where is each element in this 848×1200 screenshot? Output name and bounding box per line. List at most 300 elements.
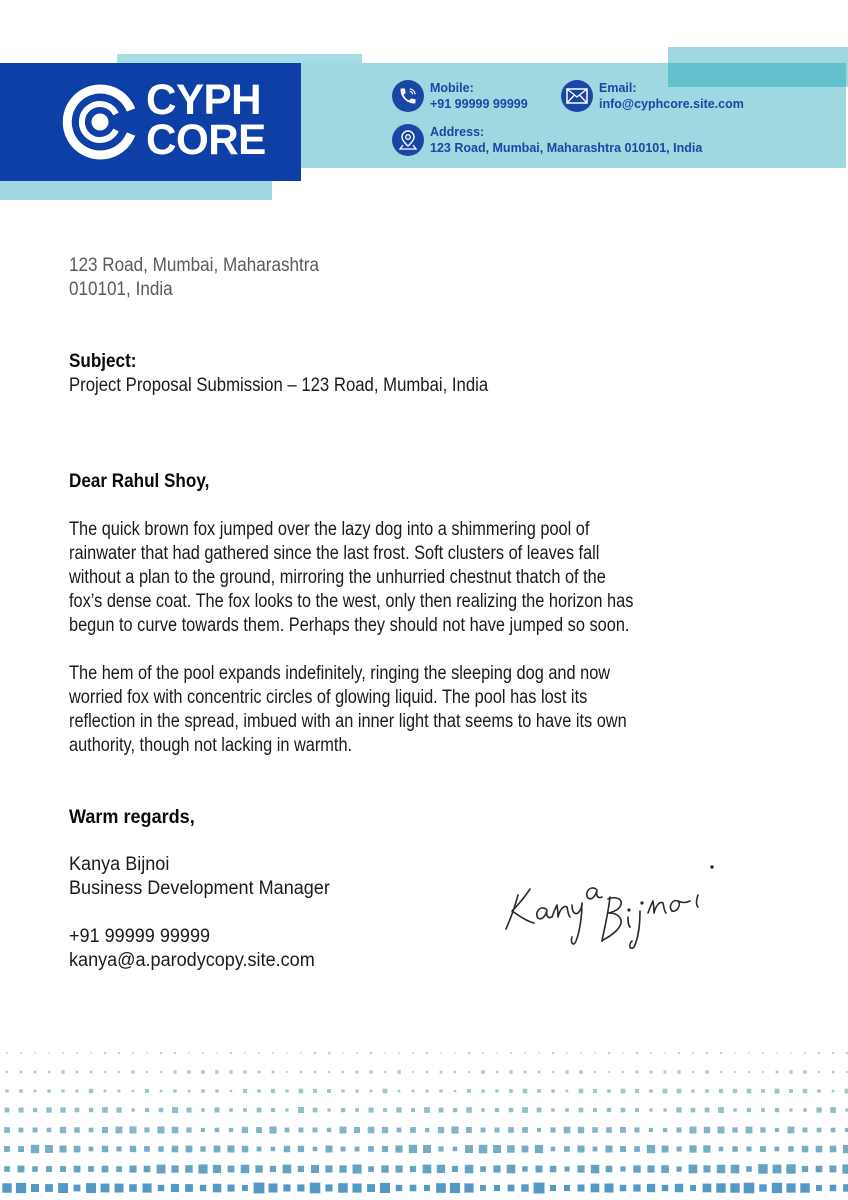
pattern-dot xyxy=(633,1184,640,1191)
pattern-dot xyxy=(580,1052,582,1054)
pattern-dot xyxy=(286,1071,288,1073)
closing xyxy=(69,806,201,830)
pattern-dot xyxy=(818,1071,820,1073)
pattern-dot xyxy=(395,1145,402,1152)
pattern-dot xyxy=(19,1089,23,1093)
address-value: 123 Road, Mumbai, Maharashtra 010101, India xyxy=(430,141,703,155)
pattern-dot xyxy=(130,1166,137,1173)
pattern-dot xyxy=(368,1146,374,1152)
pattern-dot xyxy=(676,1107,681,1112)
pattern-dot xyxy=(285,1128,290,1133)
pattern-dot xyxy=(564,1127,571,1134)
pattern-dot xyxy=(213,1184,222,1193)
pattern-dot xyxy=(271,1108,275,1112)
pattern-dot xyxy=(507,1165,516,1174)
pattern-dot xyxy=(5,1108,10,1113)
pattern-dot xyxy=(761,1089,765,1093)
pattern-dot xyxy=(592,1127,598,1133)
sender-phone[interactable]: +91 99999 99999 xyxy=(69,926,211,947)
pattern-dot xyxy=(412,1071,414,1073)
pattern-dot xyxy=(579,1108,584,1113)
pattern-dot xyxy=(607,1108,611,1112)
pattern-dot xyxy=(496,1052,497,1053)
pattern-dot xyxy=(578,1146,585,1153)
pattern-dot xyxy=(18,1166,25,1173)
pattern-dot xyxy=(565,1108,569,1112)
pattern-dot xyxy=(664,1052,665,1053)
pattern-dot xyxy=(804,1052,806,1054)
pattern-dot xyxy=(186,1146,193,1153)
pattern-dot xyxy=(522,1107,528,1113)
pattern-dot xyxy=(18,1146,24,1152)
mobile-contact xyxy=(430,80,528,112)
pattern-dot xyxy=(550,1185,556,1191)
pattern-dot xyxy=(454,1090,457,1093)
pattern-dot xyxy=(830,1107,836,1113)
pattern-dot xyxy=(144,1146,150,1152)
paragraph-line: fox’s dense coat. The fox looks to the west, only then realizing the horizon has xyxy=(69,591,634,612)
pattern-dot xyxy=(89,1128,94,1133)
pattern-dot xyxy=(649,1128,653,1132)
pattern-dot xyxy=(537,1089,541,1093)
pattern-dot xyxy=(803,1128,808,1133)
pattern-dot xyxy=(593,1147,598,1152)
pattern-dot xyxy=(198,1164,207,1173)
pattern-dot xyxy=(481,1128,486,1133)
pattern-dot xyxy=(116,1146,121,1151)
pattern-dot xyxy=(382,1127,388,1133)
pattern-dot xyxy=(636,1052,638,1054)
pattern-dot xyxy=(621,1089,626,1094)
pattern-dot xyxy=(20,1052,22,1054)
pattern-dot xyxy=(760,1127,765,1132)
pattern-dot xyxy=(594,1071,596,1073)
pattern-dot xyxy=(577,1165,584,1172)
pattern-dot xyxy=(368,1127,375,1134)
pattern-dot xyxy=(622,1052,623,1053)
pattern-dot xyxy=(481,1089,485,1093)
pattern-dot xyxy=(381,1165,388,1172)
pattern-dot xyxy=(298,1146,304,1152)
pattern-dot xyxy=(34,1071,37,1074)
pattern-dot xyxy=(452,1166,458,1172)
pattern-dot xyxy=(634,1146,640,1152)
pattern-dot xyxy=(468,1052,471,1055)
pattern-dot xyxy=(201,1089,205,1093)
cyphcore-logo-icon xyxy=(61,83,139,161)
pattern-dot xyxy=(691,1108,696,1113)
pattern-dot xyxy=(550,1127,555,1132)
pattern-dot xyxy=(172,1107,178,1113)
pattern-dot xyxy=(89,1108,93,1112)
pattern-dot xyxy=(716,1183,725,1192)
pattern-dot xyxy=(466,1127,472,1133)
pattern-dot xyxy=(271,1089,275,1093)
pattern-dot xyxy=(369,1070,372,1073)
pattern-dot xyxy=(606,1127,612,1133)
pattern-dot xyxy=(325,1184,332,1191)
pattern-dot xyxy=(299,1089,304,1094)
pattern-dot xyxy=(578,1127,584,1133)
pattern-dot xyxy=(832,1052,834,1054)
pattern-dot xyxy=(171,1184,179,1192)
pattern-dot xyxy=(410,1127,416,1133)
pattern-dot xyxy=(845,1089,848,1094)
pattern-dot xyxy=(703,1165,710,1172)
pattern-dot xyxy=(228,1185,235,1192)
pattern-dot xyxy=(269,1184,278,1193)
pattern-dot xyxy=(747,1147,752,1152)
pattern-dot xyxy=(675,1184,683,1192)
pattern-dot xyxy=(269,1126,276,1133)
pattern-dot xyxy=(47,1089,50,1092)
pattern-dot xyxy=(677,1070,680,1073)
pattern-dot xyxy=(45,1184,53,1192)
pattern-dot xyxy=(118,1071,120,1073)
pattern-dot xyxy=(635,1070,638,1073)
pattern-dot xyxy=(803,1070,806,1073)
paragraph-line: The quick brown fox jumped over the lazy dog into a shimmering pool of xyxy=(69,519,590,540)
pattern-dot xyxy=(789,1070,792,1073)
pattern-dot xyxy=(75,1108,80,1113)
pattern-dot xyxy=(451,1126,458,1133)
recipient-address-line: 010101, India xyxy=(69,279,173,300)
paragraph-line: without a plan to the ground, mirroring the unhurried chestnut thatch of the xyxy=(69,567,606,588)
address-label: Address: xyxy=(430,125,485,139)
pattern-dot xyxy=(187,1070,190,1073)
pattern-dot xyxy=(607,1089,611,1093)
pattern-dot xyxy=(102,1146,108,1152)
pattern-dot xyxy=(104,1052,106,1054)
pattern-dot xyxy=(31,1184,39,1192)
pattern-dot xyxy=(495,1108,499,1112)
pattern-dot xyxy=(354,1127,360,1133)
pattern-dot xyxy=(747,1089,752,1094)
pattern-dot xyxy=(786,1164,795,1173)
pattern-dot xyxy=(438,1127,444,1133)
pattern-dot xyxy=(705,1089,709,1093)
pattern-dot xyxy=(510,1052,512,1054)
pattern-dot xyxy=(775,1147,780,1152)
pattern-dot xyxy=(201,1070,205,1074)
pattern-dot xyxy=(215,1128,220,1133)
pattern-dot xyxy=(816,1146,823,1153)
salutation-text: Dear Rahul Shoy, xyxy=(69,471,210,492)
sender-email[interactable]: kanya@a.parodycopy.site.com xyxy=(69,950,315,971)
pattern-dot xyxy=(384,1052,385,1053)
pattern-dot xyxy=(370,1090,373,1093)
pattern-dot xyxy=(481,1108,485,1112)
pattern-dot xyxy=(411,1108,415,1112)
pattern-dot xyxy=(635,1089,639,1093)
paragraph-line: begun to curve towards them. Perhaps they should not have jumped so soon. xyxy=(69,615,630,636)
pattern-dot xyxy=(789,1089,793,1093)
pattern-dot xyxy=(524,1071,527,1074)
pattern-dot xyxy=(703,1184,712,1193)
pattern-dot xyxy=(116,1166,122,1172)
pattern-dot xyxy=(19,1108,24,1113)
pattern-dot xyxy=(634,1127,639,1132)
pattern-dot xyxy=(4,1146,10,1152)
pattern-dot xyxy=(355,1108,359,1112)
pattern-dot xyxy=(689,1145,696,1152)
subject-text: Project Proposal Submission – 123 Road, Mumbai, India xyxy=(69,375,489,396)
mobile-label: Mobile: xyxy=(430,81,474,95)
pattern-dot xyxy=(310,1183,321,1194)
pattern-dot xyxy=(692,1052,694,1054)
pattern-dot xyxy=(283,1184,290,1191)
pattern-dot xyxy=(355,1089,358,1092)
pattern-dot xyxy=(172,1127,179,1134)
logo-line-1: CYPH xyxy=(146,76,262,124)
pattern-dot xyxy=(733,1089,737,1093)
pattern-dot xyxy=(536,1166,543,1173)
pattern-dot xyxy=(159,1108,164,1113)
pattern-dot xyxy=(76,1071,79,1074)
pattern-dot xyxy=(129,1126,136,1133)
pattern-dot xyxy=(410,1185,417,1192)
pattern-dot xyxy=(313,1108,318,1113)
pattern-dot xyxy=(284,1146,290,1152)
pattern-dot xyxy=(564,1146,570,1152)
paragraph-line: authority, though not lacking in warmth. xyxy=(69,735,353,756)
pattern-dot xyxy=(552,1071,554,1073)
pattern-dot xyxy=(788,1127,795,1134)
pattern-dot xyxy=(689,1165,698,1174)
pattern-dot xyxy=(620,1166,625,1171)
pattern-dot xyxy=(818,1052,820,1054)
pattern-dot xyxy=(160,1090,163,1093)
pattern-dot xyxy=(786,1183,795,1192)
pattern-dot xyxy=(326,1146,333,1153)
pattern-dot xyxy=(144,1127,149,1132)
pattern-dot xyxy=(340,1127,347,1134)
pattern-dot xyxy=(298,1107,304,1113)
pattern-dot xyxy=(762,1052,764,1054)
pattern-dot xyxy=(271,1147,276,1152)
pattern-dot xyxy=(746,1127,753,1134)
pattern-dot xyxy=(396,1185,402,1191)
pattern-dot xyxy=(776,1052,777,1053)
pattern-dot xyxy=(311,1165,319,1173)
pattern-dot xyxy=(242,1146,249,1153)
pattern-dot xyxy=(523,1089,528,1094)
pattern-dot xyxy=(650,1052,652,1054)
header-accent-bar-bottom xyxy=(0,181,272,200)
pattern-dot xyxy=(160,1052,162,1054)
pattern-dot xyxy=(146,1052,147,1053)
pattern-dot xyxy=(524,1052,526,1054)
pattern-dot xyxy=(143,1184,152,1193)
mobile-value[interactable]: +91 99999 99999 xyxy=(430,97,528,111)
pattern-dot xyxy=(746,1166,752,1172)
pattern-dot xyxy=(440,1052,441,1053)
pattern-dot xyxy=(241,1165,250,1174)
pattern-dot xyxy=(773,1165,782,1174)
logo-line-2: CORE xyxy=(146,116,266,164)
pattern-dot xyxy=(789,1108,792,1111)
pattern-dot xyxy=(593,1089,597,1093)
pattern-dot xyxy=(298,1166,304,1172)
pattern-dot xyxy=(690,1185,696,1191)
pattern-dot xyxy=(425,1128,429,1132)
pattern-dot xyxy=(118,1052,120,1054)
pattern-dot xyxy=(160,1071,162,1073)
pattern-dot xyxy=(662,1185,668,1191)
pattern-dot xyxy=(802,1166,808,1172)
sender-name: Kanya Bijnoi xyxy=(69,854,170,875)
pattern-dot xyxy=(775,1089,780,1094)
pattern-dot xyxy=(254,1183,265,1194)
pattern-dot xyxy=(31,1145,39,1153)
pattern-dot xyxy=(748,1052,749,1053)
pattern-dot xyxy=(314,1071,316,1073)
pattern-dot xyxy=(201,1108,205,1112)
pattern-dot xyxy=(74,1146,81,1153)
pattern-dot xyxy=(285,1089,288,1092)
pattern-dot xyxy=(566,1052,568,1054)
pattern-dot xyxy=(227,1145,234,1152)
pattern-dot xyxy=(61,1070,64,1073)
pattern-dot xyxy=(60,1127,66,1133)
pattern-dot xyxy=(564,1185,570,1191)
pattern-dot xyxy=(102,1166,109,1173)
pattern-dot xyxy=(74,1185,81,1192)
pattern-dot xyxy=(717,1165,725,1173)
pattern-dot xyxy=(816,1185,822,1191)
pattern-dot xyxy=(534,1183,545,1194)
pattern-dot xyxy=(759,1184,766,1191)
pattern-dot xyxy=(200,1146,205,1151)
pattern-dot xyxy=(453,1108,457,1112)
pattern-dot xyxy=(677,1089,682,1094)
pattern-dot xyxy=(173,1089,176,1092)
pattern-dot xyxy=(564,1166,569,1171)
pattern-dot xyxy=(2,1183,11,1192)
pattern-dot xyxy=(48,1052,49,1053)
pattern-dot xyxy=(118,1090,121,1093)
pattern-dot xyxy=(187,1108,192,1113)
pattern-dot xyxy=(369,1108,374,1113)
pattern-dot xyxy=(398,1052,400,1054)
pattern-dot xyxy=(703,1145,710,1152)
pattern-dot xyxy=(173,1070,176,1073)
pattern-dot xyxy=(145,1108,149,1112)
pattern-dot xyxy=(328,1071,330,1073)
pattern-dot xyxy=(620,1127,626,1133)
pattern-dot xyxy=(243,1089,247,1093)
pattern-dot xyxy=(229,1070,232,1073)
pattern-dot xyxy=(788,1146,794,1152)
pattern-dot xyxy=(131,1070,134,1073)
pattern-dot xyxy=(761,1108,765,1112)
pattern-dot xyxy=(258,1052,260,1054)
pattern-dot xyxy=(705,1108,710,1113)
salutation xyxy=(69,470,225,494)
pattern-dot xyxy=(426,1090,429,1093)
pattern-dot xyxy=(398,1090,401,1093)
pattern-dot xyxy=(593,1108,597,1112)
pattern-dot xyxy=(48,1071,51,1074)
pattern-dot xyxy=(397,1128,402,1133)
pattern-dot xyxy=(230,1052,232,1054)
pattern-dot xyxy=(157,1126,164,1133)
pattern-dot xyxy=(368,1166,374,1172)
pattern-dot xyxy=(129,1184,137,1192)
pattern-dot xyxy=(356,1052,358,1054)
subject-label: Subject: xyxy=(69,351,137,372)
pattern-dot xyxy=(33,1128,38,1133)
pattern-dot xyxy=(678,1052,680,1054)
pattern-dot xyxy=(816,1107,821,1112)
pattern-dot xyxy=(272,1071,275,1074)
pattern-dot xyxy=(606,1166,613,1173)
pattern-dot xyxy=(6,1071,8,1073)
pattern-dot xyxy=(843,1184,848,1192)
pattern-dot xyxy=(46,1166,52,1172)
pattern-dot xyxy=(243,1108,247,1112)
pattern-dot xyxy=(538,1052,539,1053)
pattern-dot xyxy=(494,1185,500,1191)
pattern-dot xyxy=(380,1183,390,1193)
pattern-dot xyxy=(101,1184,110,1193)
pattern-dot xyxy=(285,1108,288,1111)
pattern-dot xyxy=(691,1089,694,1092)
pattern-dot xyxy=(46,1107,51,1112)
pattern-dot xyxy=(270,1166,276,1172)
pattern-dot xyxy=(635,1108,639,1112)
pattern-dot xyxy=(257,1089,261,1093)
pattern-dot xyxy=(720,1071,722,1073)
pattern-dot xyxy=(342,1071,345,1074)
email-value[interactable]: info@cyphcore.site.com xyxy=(599,97,744,111)
pattern-dot xyxy=(327,1108,330,1111)
pattern-dot xyxy=(507,1145,515,1153)
pattern-dot xyxy=(214,1146,221,1153)
pattern-dot xyxy=(437,1165,445,1173)
pattern-dot xyxy=(297,1184,304,1191)
pattern-dot xyxy=(552,1052,554,1054)
pattern-dot xyxy=(832,1090,835,1093)
pattern-dot xyxy=(257,1108,262,1113)
pattern-dot xyxy=(314,1052,316,1054)
pattern-dot xyxy=(758,1164,768,1174)
pattern-dot xyxy=(522,1146,529,1153)
pattern-dot xyxy=(482,1052,484,1054)
pattern-dot xyxy=(104,1071,106,1073)
pattern-dot xyxy=(817,1089,821,1093)
pattern-dot xyxy=(620,1185,627,1192)
pattern-dot xyxy=(843,1145,848,1153)
pattern-dot xyxy=(328,1052,331,1055)
pattern-dot xyxy=(313,1089,317,1093)
pattern-dot xyxy=(412,1090,415,1093)
pattern-dot xyxy=(146,1071,148,1073)
pattern-dot xyxy=(830,1166,837,1173)
pattern-dot xyxy=(20,1071,23,1074)
pattern-dot xyxy=(116,1127,123,1134)
email-label: Email: xyxy=(599,81,637,95)
pattern-dot xyxy=(440,1071,443,1074)
pattern-dot xyxy=(157,1165,166,1174)
pattern-dot xyxy=(383,1089,388,1094)
paragraph-line: reflection in the spread, imbued with an inner light that seems to have its own xyxy=(69,711,627,732)
pattern-dot xyxy=(423,1145,431,1153)
pattern-dot xyxy=(158,1146,164,1152)
pattern-dot xyxy=(286,1052,287,1053)
pattern-dot xyxy=(608,1052,610,1054)
pattern-dot xyxy=(242,1127,248,1133)
